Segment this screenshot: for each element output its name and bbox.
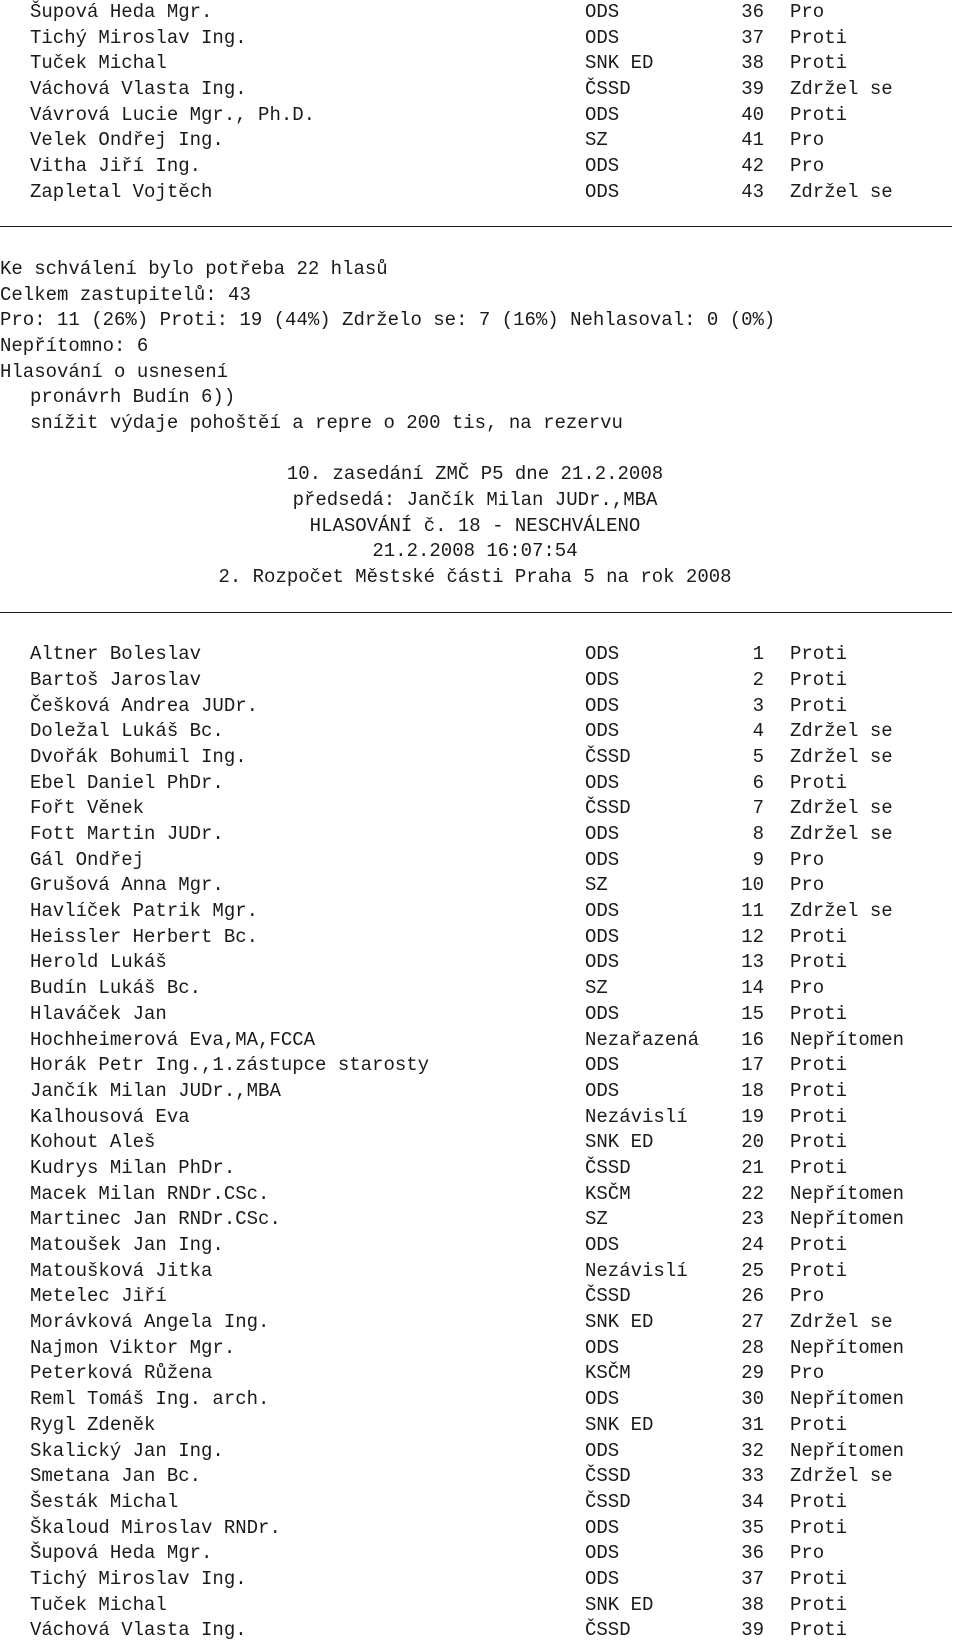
- member-number: 23: [741, 1208, 764, 1231]
- table-row: [0, 180, 960, 206]
- table-row: [0, 668, 960, 694]
- vote-counts: Pro: 11 (26%) Proti: 19 (44%) Zdrželo se: 7 (16%) Nehlasoval: 0 (0%): [0, 309, 776, 332]
- member-vote: Zdržel se: [790, 900, 893, 923]
- member-number: 5: [752, 745, 764, 768]
- member-number: 36: [741, 1, 764, 23]
- member-name: Zapletal Vojtěch: [30, 180, 213, 203]
- member-party: ODS: [585, 1079, 620, 1102]
- member-name: Reml Tomáš Ing. arch.: [30, 1388, 270, 1411]
- member-party: ODS: [585, 1, 620, 23]
- member-name: Vávrová Lucie Mgr., Ph.D.: [30, 103, 316, 126]
- total-members: Celkem zastupitelů: 43: [0, 283, 251, 306]
- member-number: 32: [741, 1439, 764, 1462]
- member-party: ODS: [585, 1336, 620, 1359]
- member-number: 37: [741, 26, 764, 49]
- table-row: [0, 103, 960, 129]
- table-row: [0, 1387, 960, 1413]
- agenda-topic: 2. Rozpočet Městské části Praha 5 na rok 2008: [218, 566, 732, 589]
- member-name: Skalický Jan Ing.: [30, 1439, 224, 1462]
- vote-rows: [0, 642, 960, 1644]
- member-vote: Proti: [790, 52, 848, 75]
- table-row: [0, 1310, 960, 1336]
- member-name: Kalhousová Eva: [30, 1105, 190, 1128]
- member-party: SNK ED: [585, 1311, 654, 1334]
- member-number: 11: [741, 900, 764, 923]
- table-row: [0, 745, 960, 771]
- member-party: ODS: [585, 1388, 620, 1411]
- member-name: Váchová Vlasta Ing.: [30, 78, 247, 101]
- member-number: 25: [741, 1259, 764, 1282]
- vote-number: HLASOVÁNÍ č. 18 - NESCHVÁLENO: [309, 514, 641, 537]
- table-row: [0, 694, 960, 720]
- member-number: 4: [752, 720, 764, 743]
- member-number: 18: [741, 1079, 764, 1102]
- member-party: ODS: [585, 1516, 620, 1539]
- member-vote: Nepřítomen: [790, 1388, 905, 1411]
- member-name: Najmon Viktor Mgr.: [30, 1336, 236, 1359]
- table-row: [0, 1464, 960, 1490]
- empty-line: [0, 231, 960, 257]
- previous-vote-rows: [0, 0, 960, 206]
- member-party: ODS: [585, 848, 620, 871]
- member-name: Škaloud Miroslav RNDr.: [30, 1516, 281, 1539]
- member-vote: Pro: [790, 874, 825, 897]
- member-vote: Pro: [790, 1285, 825, 1308]
- votes-needed: Ke schválení bylo potřeba 22 hlasů: [0, 257, 388, 280]
- vote-type: Hlasování o usnesení: [0, 360, 229, 383]
- member-name: Váchová Vlasta Ing.: [30, 1619, 247, 1642]
- member-party: KSČM: [585, 1362, 631, 1385]
- member-name: Grušová Anna Mgr.: [30, 874, 224, 897]
- table-row: [0, 1567, 960, 1593]
- member-name: Smetana Jan Bc.: [30, 1465, 202, 1488]
- member-vote: Zdržel se: [790, 797, 893, 820]
- member-party: ODS: [585, 1439, 620, 1462]
- member-name: Kohout Aleš: [30, 1131, 156, 1154]
- member-number: 43: [741, 180, 764, 203]
- member-party: Nezávislí: [585, 1105, 688, 1128]
- member-party: SNK ED: [585, 1131, 654, 1154]
- member-number: 36: [741, 1542, 764, 1565]
- member-number: 6: [752, 771, 764, 794]
- member-party: SNK ED: [585, 1593, 654, 1616]
- member-number: 29: [741, 1362, 764, 1385]
- member-party: ODS: [585, 103, 620, 126]
- member-vote: Proti: [790, 1567, 848, 1590]
- member-party: SZ: [585, 977, 608, 1000]
- table-row: [0, 1516, 960, 1542]
- proposal-line-2: snížit výdaje pohoštěí a repre o 200 tis, na rezervu: [30, 412, 623, 434]
- table-row: [0, 1233, 960, 1259]
- member-vote: Nepřítomen: [790, 1336, 905, 1359]
- member-number: 15: [741, 1002, 764, 1025]
- table-row: [0, 154, 960, 180]
- member-party: ČSSD: [585, 1465, 631, 1488]
- member-name: Češková Andrea JUDr.: [30, 694, 259, 717]
- chair-line: předsedá: Jančík Milan JUDr.,MBA: [292, 489, 658, 512]
- member-number: 1: [752, 643, 764, 666]
- member-party: ODS: [585, 1567, 620, 1590]
- member-vote: Zdržel se: [790, 78, 893, 101]
- table-row: [0, 51, 960, 77]
- member-name: Matoušek Jan Ing.: [30, 1234, 224, 1256]
- member-vote: Pro: [790, 1, 825, 23]
- member-party: SZ: [585, 874, 608, 897]
- member-party: ČSSD: [585, 1619, 631, 1642]
- table-row: [0, 1618, 960, 1644]
- member-number: 14: [741, 977, 764, 1000]
- member-name: Budín Lukáš Bc.: [30, 977, 202, 1000]
- member-party: Nezařazená: [585, 1028, 700, 1051]
- table-row: [0, 1413, 960, 1439]
- member-number: 33: [741, 1465, 764, 1488]
- member-number: 39: [741, 1619, 764, 1642]
- member-name: Šupová Heda Mgr.: [30, 1542, 213, 1565]
- member-name: Rygl Zdeněk: [30, 1413, 156, 1436]
- member-party: ODS: [585, 1542, 620, 1565]
- member-name: Vitha Jiří Ing.: [30, 155, 202, 178]
- member-name: Fott Martin JUDr.: [30, 823, 224, 845]
- member-number: 40: [741, 103, 764, 126]
- member-number: 38: [741, 52, 764, 75]
- table-row: [0, 1130, 960, 1156]
- member-vote: Proti: [790, 1131, 848, 1154]
- member-party: SZ: [585, 129, 608, 152]
- member-party: ODS: [585, 771, 620, 794]
- table-row: [0, 128, 960, 154]
- member-vote: Zdržel se: [790, 1465, 893, 1488]
- member-vote: Proti: [790, 1490, 848, 1513]
- member-name: Velek Ondřej Ing.: [30, 129, 224, 152]
- vote-datetime: 21.2.2008 16:07:54: [372, 540, 578, 563]
- member-vote: Proti: [790, 1516, 848, 1539]
- absent-count: Nepřítomno: 6: [0, 334, 149, 357]
- member-number: 7: [752, 797, 764, 820]
- member-number: 22: [741, 1182, 764, 1205]
- member-vote: Proti: [790, 1259, 848, 1282]
- member-party: SNK ED: [585, 52, 654, 75]
- member-party: SZ: [585, 1208, 608, 1231]
- member-vote: Pro: [790, 977, 825, 1000]
- member-vote: Proti: [790, 1079, 848, 1102]
- member-vote: Proti: [790, 1054, 848, 1077]
- separator-line: [0, 206, 960, 232]
- member-name: Bartoš Jaroslav: [30, 668, 202, 691]
- member-number: 19: [741, 1105, 764, 1128]
- member-party: ČSSD: [585, 745, 631, 768]
- member-vote: Proti: [790, 1105, 848, 1128]
- member-name: Tuček Michal: [30, 1593, 167, 1616]
- member-number: 13: [741, 951, 764, 974]
- member-party: ČSSD: [585, 1285, 631, 1308]
- member-name: Tichý Miroslav Ing.: [30, 26, 247, 49]
- member-name: Dvořák Bohumil Ing.: [30, 745, 247, 768]
- proposal-line-1: pronávrh Budín 6)): [30, 386, 236, 409]
- member-name: Martinec Jan RNDr.CSc.: [30, 1208, 281, 1231]
- member-number: 21: [741, 1156, 764, 1179]
- member-number: 2: [752, 668, 764, 691]
- table-row: [0, 925, 960, 951]
- member-vote: Proti: [790, 668, 848, 691]
- member-party: ODS: [585, 823, 620, 845]
- table-row: [0, 899, 960, 925]
- member-party: ODS: [585, 643, 620, 666]
- member-name: Heissler Herbert Bc.: [30, 925, 259, 948]
- member-party: ODS: [585, 1054, 620, 1077]
- table-row: [0, 719, 960, 745]
- table-row: [0, 1541, 960, 1567]
- member-number: 12: [741, 925, 764, 948]
- member-number: 17: [741, 1054, 764, 1077]
- table-row: [0, 1079, 960, 1105]
- member-name: Hochheimerová Eva,MA,FCCA: [30, 1028, 316, 1051]
- member-party: ODS: [585, 26, 620, 49]
- member-name: Metelec Jiří: [30, 1285, 167, 1308]
- table-row: [0, 642, 960, 668]
- member-number: 35: [741, 1516, 764, 1539]
- table-row: [0, 976, 960, 1002]
- member-vote: Nepřítomen: [790, 1182, 905, 1205]
- member-number: 31: [741, 1413, 764, 1436]
- member-party: ČSSD: [585, 1490, 631, 1513]
- member-vote: Zdržel se: [790, 180, 893, 203]
- member-party: ODS: [585, 668, 620, 691]
- member-number: 41: [741, 129, 764, 152]
- member-name: Herold Lukáš: [30, 951, 167, 974]
- session-title: 10. zasedání ZMČ P5 dne 21.2.2008: [286, 463, 664, 486]
- member-name: Peterková Růžena: [30, 1362, 213, 1385]
- member-party: KSČM: [585, 1182, 631, 1205]
- table-row: [0, 822, 960, 848]
- member-number: 39: [741, 78, 764, 101]
- table-row: [0, 1490, 960, 1516]
- member-vote: Proti: [790, 1002, 848, 1025]
- member-vote: Proti: [790, 925, 848, 948]
- table-row: [0, 1182, 960, 1208]
- member-number: 28: [741, 1336, 764, 1359]
- member-party: Nezávislí: [585, 1259, 688, 1282]
- member-vote: Proti: [790, 694, 848, 717]
- member-name: Gál Ondřej: [30, 848, 145, 871]
- table-row: [0, 796, 960, 822]
- member-party: ODS: [585, 155, 620, 178]
- member-party: ODS: [585, 180, 620, 203]
- table-row: [0, 771, 960, 797]
- empty-line: [0, 617, 960, 643]
- member-vote: Proti: [790, 103, 848, 126]
- member-vote: Pro: [790, 155, 825, 178]
- member-number: 34: [741, 1490, 764, 1513]
- table-row: [0, 1593, 960, 1619]
- member-vote: Nepřítomen: [790, 1208, 905, 1231]
- member-party: ODS: [585, 694, 620, 717]
- table-row: [0, 1336, 960, 1362]
- table-row: [0, 1361, 960, 1387]
- member-party: ODS: [585, 720, 620, 743]
- member-party: ODS: [585, 951, 620, 974]
- member-vote: Proti: [790, 1413, 848, 1436]
- member-number: 27: [741, 1311, 764, 1334]
- member-vote: Zdržel se: [790, 720, 893, 743]
- table-row: [0, 848, 960, 874]
- member-vote: Proti: [790, 951, 848, 974]
- member-number: 42: [741, 155, 764, 178]
- table-row: [0, 1156, 960, 1182]
- member-number: 16: [741, 1028, 764, 1051]
- table-row: [0, 1284, 960, 1310]
- member-name: Hlaváček Jan: [30, 1002, 167, 1025]
- member-name: Doležal Lukáš Bc.: [30, 720, 224, 743]
- member-vote: Proti: [790, 26, 848, 49]
- member-name: Matoušková Jitka: [30, 1259, 213, 1282]
- table-row: [0, 873, 960, 899]
- member-number: 8: [752, 823, 764, 845]
- member-vote: Proti: [790, 1156, 848, 1179]
- member-party: ČSSD: [585, 78, 631, 101]
- member-party: ODS: [585, 900, 620, 923]
- member-party: ODS: [585, 925, 620, 948]
- member-name: Šupová Heda Mgr.: [30, 1, 213, 23]
- member-vote: Nepřítomen: [790, 1028, 905, 1051]
- member-number: 9: [752, 848, 764, 871]
- member-party: ODS: [585, 1002, 620, 1025]
- member-name: Fořt Věnek: [30, 797, 145, 820]
- member-number: 26: [741, 1285, 764, 1308]
- table-row: [0, 1053, 960, 1079]
- empty-line: [0, 437, 960, 463]
- table-row: [0, 26, 960, 52]
- member-number: 30: [741, 1388, 764, 1411]
- member-vote: Proti: [790, 771, 848, 794]
- table-row: [0, 1439, 960, 1465]
- member-name: Ebel Daniel PhDr.: [30, 771, 224, 794]
- member-number: 38: [741, 1593, 764, 1616]
- member-vote: Proti: [790, 1619, 848, 1642]
- member-number: 24: [741, 1234, 764, 1256]
- member-vote: Proti: [790, 643, 848, 666]
- member-party: ČSSD: [585, 1156, 631, 1179]
- member-vote: Zdržel se: [790, 1311, 893, 1334]
- member-name: Altner Boleslav: [30, 643, 202, 666]
- member-vote: Proti: [790, 1593, 848, 1616]
- member-party: ODS: [585, 1234, 620, 1256]
- table-row: [0, 1259, 960, 1285]
- member-name: Horák Petr Ing.,1.zástupce starosty: [30, 1054, 430, 1077]
- member-vote: Proti: [790, 1234, 848, 1256]
- member-name: Morávková Angela Ing.: [30, 1311, 270, 1334]
- member-name: Havlíček Patrik Mgr.: [30, 900, 259, 923]
- member-name: Jančík Milan JUDr.,MBA: [30, 1079, 281, 1102]
- member-vote: Zdržel se: [790, 823, 893, 845]
- member-name: Kudrys Milan PhDr.: [30, 1156, 236, 1179]
- table-row: [0, 950, 960, 976]
- member-name: Tuček Michal: [30, 52, 167, 75]
- member-party: ČSSD: [585, 797, 631, 820]
- member-number: 37: [741, 1567, 764, 1590]
- table-row: [0, 1028, 960, 1054]
- member-vote: Zdržel se: [790, 745, 893, 768]
- member-vote: Pro: [790, 1362, 825, 1385]
- table-row: [0, 1002, 960, 1028]
- member-number: 3: [752, 694, 764, 717]
- member-vote: Pro: [790, 1542, 825, 1565]
- member-name: Šesták Michal: [30, 1490, 179, 1513]
- member-number: 20: [741, 1131, 764, 1154]
- table-row: [0, 1207, 960, 1233]
- table-row: [0, 77, 960, 103]
- member-vote: Nepřítomen: [790, 1439, 905, 1462]
- member-name: Macek Milan RNDr.CSc.: [30, 1182, 270, 1205]
- member-name: Tichý Miroslav Ing.: [30, 1567, 247, 1590]
- member-number: 10: [741, 874, 764, 897]
- separator-line: [0, 591, 960, 617]
- table-row: [0, 0, 960, 26]
- member-vote: Pro: [790, 848, 825, 871]
- member-vote: Pro: [790, 129, 825, 152]
- member-party: SNK ED: [585, 1413, 654, 1436]
- table-row: [0, 1105, 960, 1131]
